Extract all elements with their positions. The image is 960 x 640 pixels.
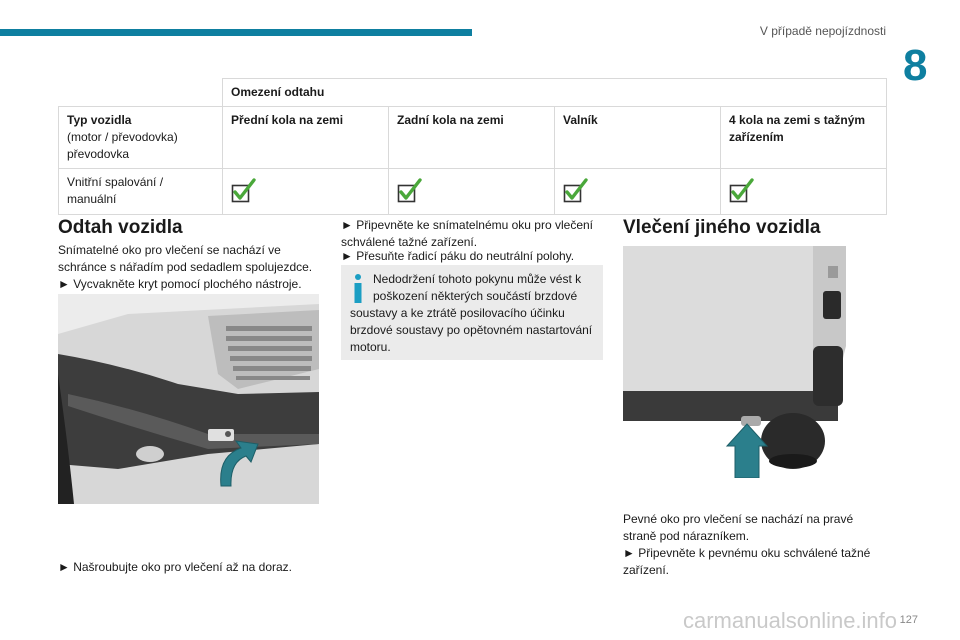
column-header: Zadní kola na zemi [389, 107, 555, 169]
check-cell [389, 169, 555, 215]
column-header: 4 kola na zemi s tažným zařízením [721, 107, 887, 169]
table-heading: Omezení odtahu [223, 79, 887, 107]
info-icon [351, 273, 365, 305]
section-title-towing-other: Vlečení jiného vozidla [623, 217, 821, 238]
green-check-in-box-icon [397, 178, 423, 204]
chapter-title: V případě nepojízdnosti [759, 24, 886, 38]
check-cell [223, 169, 389, 215]
towing-text-1: Snímatelné oko pro vlečení se nachází ve schránce s nářadím pod sedadlem spolujezdce. [58, 243, 313, 274]
table-row [59, 79, 887, 107]
header-accent-bar [0, 29, 472, 36]
towing-text-2: ► Vycvakněte kryt pomocí plochého nástroje. [58, 277, 302, 291]
watermark: carmanualsonline.info [683, 608, 898, 633]
front-bumper-illustration [58, 294, 319, 504]
green-check-in-box-icon [729, 178, 755, 204]
column-header: Přední kola na zemi [223, 107, 389, 169]
table-corner-cell [59, 79, 223, 107]
warning-note-text: Nedodržení tohoto pokynu může vést k poškození některých součástí brzdové soustavy a ke ztrátě posilovacího účinku brzdové soustavy po opětovném nastartování motoru. [350, 272, 593, 354]
rear-towing-eye-illustration [623, 246, 846, 478]
row-label-line1: Vnitřní spalování / [67, 175, 164, 189]
right-text-1: Pevné oko pro vlečení se nachází na pravé straně pod nárazníkem. [623, 512, 854, 543]
middle-text-2: ► Přesuňte řadicí páku do neutrální polohy. [341, 249, 575, 263]
section-title-towing: Odtah vozidla [58, 217, 183, 238]
vehicle-type-sub2: převodovka [67, 147, 130, 161]
warning-note [341, 265, 603, 360]
middle-text-1: ► Připevněte ke snímatelnému oku pro vlečení schválené tažné zařízení. [341, 218, 594, 249]
table-row [59, 107, 887, 169]
right-text-2: ► Připevněte k pevnému oku schválené tažné zařízení. [623, 546, 871, 577]
row-label-cell [59, 169, 223, 215]
green-check-in-box-icon [563, 178, 589, 204]
table-row [59, 169, 887, 215]
vehicle-type-header [59, 107, 223, 169]
page-number: 127 [899, 614, 918, 626]
towing-restrictions-table [58, 78, 887, 215]
column-header: Valník [555, 107, 721, 169]
vehicle-type-title: Typ vozidla [67, 113, 132, 127]
check-cell [555, 169, 721, 215]
vehicle-type-sub1: (motor / převodovka) [67, 130, 178, 144]
green-check-in-box-icon [231, 178, 257, 204]
check-cell [721, 169, 887, 215]
row-label-line2: manuální [67, 192, 117, 206]
chapter-number: 8 [903, 41, 928, 90]
towing-text-3: ► Našroubujte oko pro vlečení až na doraz. [58, 560, 293, 574]
